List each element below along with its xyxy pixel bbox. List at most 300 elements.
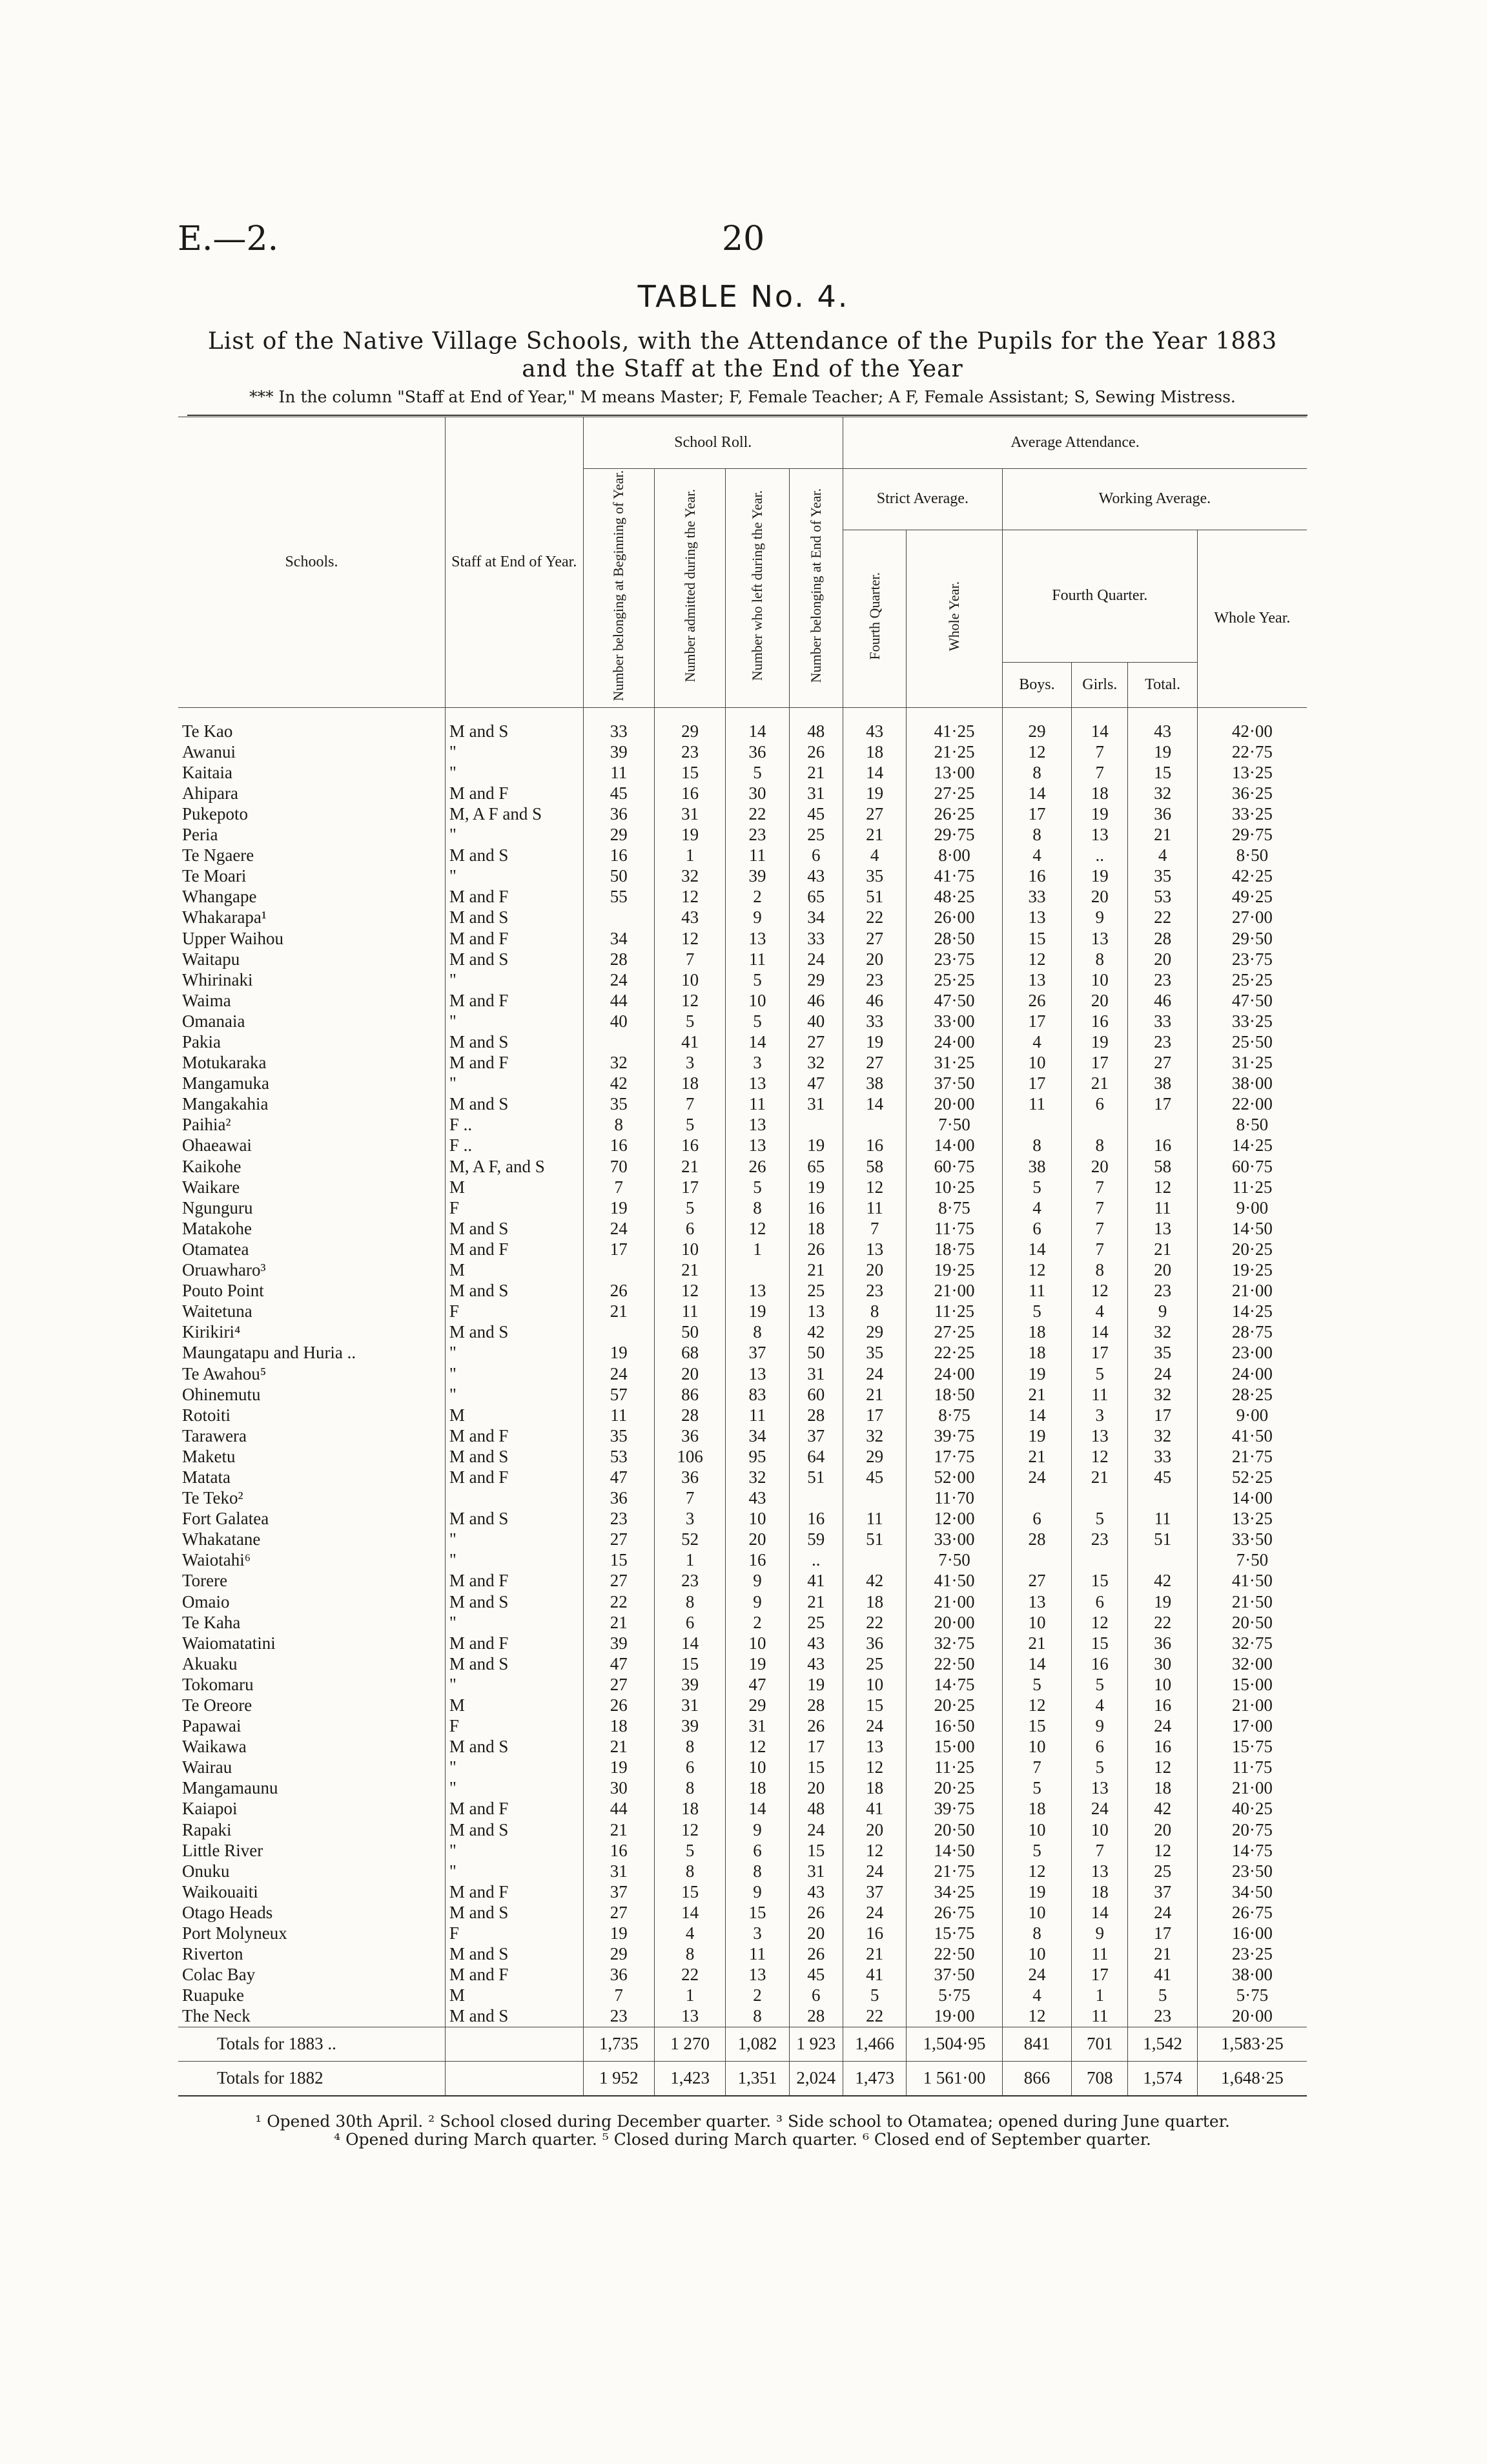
total-cell: 33 bbox=[1128, 1446, 1197, 1467]
end-cell: 50 bbox=[789, 1343, 843, 1363]
strict-whole-cell: 17·75 bbox=[907, 1446, 1003, 1467]
admitted-cell: 18 bbox=[654, 1073, 725, 1094]
col-end: Number belonging at End of Year. bbox=[789, 469, 843, 708]
whole-year-cell: 20·50 bbox=[1197, 1612, 1307, 1633]
girls-cell: 19 bbox=[1072, 866, 1128, 887]
boys-cell: 11 bbox=[1002, 1281, 1071, 1301]
school-row bbox=[178, 1509, 1307, 1529]
boys-cell: 7 bbox=[1002, 1757, 1071, 1778]
whole-year-cell: 27·00 bbox=[1197, 907, 1307, 928]
boys-cell: 24 bbox=[1002, 1467, 1071, 1487]
school-row bbox=[178, 1529, 1307, 1550]
whole-year-cell: 28·75 bbox=[1197, 1322, 1307, 1343]
school-cell: Te Ngaere bbox=[178, 845, 445, 866]
begin-cell: 27 bbox=[583, 1529, 654, 1550]
boys-cell: 28 bbox=[1002, 1529, 1071, 1550]
girls-cell: 7 bbox=[1072, 762, 1128, 783]
strict-fourth-cell: 46 bbox=[843, 990, 906, 1011]
admitted-cell: 16 bbox=[654, 783, 725, 803]
school-cell: Matakohe bbox=[178, 1218, 445, 1239]
school-row bbox=[178, 803, 1307, 824]
begin-cell: 11 bbox=[583, 762, 654, 783]
school-row bbox=[178, 1840, 1307, 1861]
admitted-cell: 86 bbox=[654, 1384, 725, 1405]
staff-cell: M bbox=[445, 1177, 583, 1197]
admitted-cell: 1 bbox=[654, 845, 725, 866]
school-row bbox=[178, 1197, 1307, 1218]
total-cell: 5 bbox=[1128, 1985, 1197, 2006]
end-cell: 28 bbox=[789, 2006, 843, 2027]
strict-whole-cell: 60·75 bbox=[907, 1156, 1003, 1177]
strict-fourth-cell: 12 bbox=[843, 1840, 906, 1861]
school-cell: Waikouaiti bbox=[178, 1881, 445, 1902]
end-cell: 26 bbox=[789, 1944, 843, 1965]
girls-cell: 8 bbox=[1072, 1135, 1128, 1156]
left-cell: 95 bbox=[726, 1446, 789, 1467]
boys-cell: 15 bbox=[1002, 928, 1071, 949]
admitted-cell: 8 bbox=[654, 1737, 725, 1757]
left-cell: 43 bbox=[726, 1488, 789, 1509]
strict-whole-cell: 31·25 bbox=[907, 1053, 1003, 1073]
staff-cell: M and F bbox=[445, 1467, 583, 1487]
end-cell: 45 bbox=[789, 803, 843, 824]
school-row bbox=[178, 741, 1307, 762]
end-cell: 34 bbox=[789, 907, 843, 928]
strict-whole-cell: 24·00 bbox=[907, 1031, 1003, 1052]
strict-fourth-cell: 14 bbox=[843, 1094, 906, 1115]
boys-cell: 12 bbox=[1002, 1861, 1071, 1881]
girls-cell: 21 bbox=[1072, 1467, 1128, 1487]
school-row bbox=[178, 1653, 1307, 1674]
staff-cell: M and S bbox=[445, 949, 583, 969]
left-cell: 34 bbox=[726, 1425, 789, 1446]
admitted-cell: 6 bbox=[654, 1757, 725, 1778]
total-cell: 23 bbox=[1128, 2006, 1197, 2027]
begin-cell: 11 bbox=[583, 1405, 654, 1425]
strict-fourth-cell: 18 bbox=[843, 1778, 906, 1799]
staff-cell: M and F bbox=[445, 1239, 583, 1259]
begin-cell: 23 bbox=[583, 2006, 654, 2027]
whole-year-cell: 29·50 bbox=[1197, 928, 1307, 949]
left-cell: 11 bbox=[726, 949, 789, 969]
strict-fourth-cell: 16 bbox=[843, 1135, 906, 1156]
end-cell: 26 bbox=[789, 741, 843, 762]
staff-cell: M and S bbox=[445, 1944, 583, 1965]
end-cell: 33 bbox=[789, 928, 843, 949]
admitted-cell: 18 bbox=[654, 1799, 725, 1819]
boys-cell: 17 bbox=[1002, 1073, 1071, 1094]
totals-row bbox=[178, 2061, 1307, 2096]
girls-cell bbox=[1072, 1115, 1128, 1135]
whole-year-cell: 8·50 bbox=[1197, 845, 1307, 866]
staff-cell: F bbox=[445, 1197, 583, 1218]
girls-cell: 5 bbox=[1072, 1674, 1128, 1695]
school-cell: Waikare bbox=[178, 1177, 445, 1197]
girls-cell: 708 bbox=[1072, 2061, 1128, 2096]
begin-cell: 19 bbox=[583, 1757, 654, 1778]
left-cell: 16 bbox=[726, 1550, 789, 1571]
whole-year-cell: 22·00 bbox=[1197, 1094, 1307, 1115]
staff-cell: M and S bbox=[445, 1591, 583, 1612]
strict-fourth-cell: 18 bbox=[843, 741, 906, 762]
admitted-cell: 1 bbox=[654, 1985, 725, 2006]
begin-cell: 15 bbox=[583, 1550, 654, 1571]
staff-cell bbox=[445, 1488, 583, 1509]
whole-year-cell: 21·75 bbox=[1197, 1446, 1307, 1467]
admitted-cell: 23 bbox=[654, 1571, 725, 1591]
end-cell: 64 bbox=[789, 1446, 843, 1467]
left-cell: 18 bbox=[726, 1778, 789, 1799]
school-cell: Motukaraka bbox=[178, 1053, 445, 1073]
girls-cell: 5 bbox=[1072, 1363, 1128, 1384]
admitted-cell: 106 bbox=[654, 1446, 725, 1467]
admitted-cell: 3 bbox=[654, 1053, 725, 1073]
total-cell: 53 bbox=[1128, 887, 1197, 907]
staff-cell: M and S bbox=[445, 708, 583, 742]
strict-whole-cell: 11·70 bbox=[907, 1488, 1003, 1509]
strict-fourth-cell: 51 bbox=[843, 1529, 906, 1550]
whole-year-cell: 32·75 bbox=[1197, 1633, 1307, 1653]
staff-cell: " bbox=[445, 1011, 583, 1031]
whole-year-cell: 47·50 bbox=[1197, 990, 1307, 1011]
left-cell: 23 bbox=[726, 825, 789, 845]
strict-fourth-cell: 43 bbox=[843, 708, 906, 742]
girls-cell: 18 bbox=[1072, 1881, 1128, 1902]
strict-fourth-cell: 19 bbox=[843, 783, 906, 803]
whole-year-cell: 20·75 bbox=[1197, 1819, 1307, 1840]
admitted-cell: 5 bbox=[654, 1115, 725, 1135]
left-cell: 13 bbox=[726, 1073, 789, 1094]
whole-year-cell: 17·00 bbox=[1197, 1716, 1307, 1737]
left-cell: 10 bbox=[726, 990, 789, 1011]
boys-cell: 6 bbox=[1002, 1509, 1071, 1529]
strict-fourth-cell: 45 bbox=[843, 1467, 906, 1487]
staff-cell: M and F bbox=[445, 1881, 583, 1902]
begin-cell: 26 bbox=[583, 1695, 654, 1715]
end-cell: 46 bbox=[789, 990, 843, 1011]
strict-fourth-cell: 16 bbox=[843, 1923, 906, 1944]
school-row bbox=[178, 1985, 1307, 2006]
admitted-cell: 11 bbox=[654, 1301, 725, 1322]
total-cell: 17 bbox=[1128, 1405, 1197, 1425]
strict-fourth-cell bbox=[843, 1488, 906, 1509]
end-cell: 28 bbox=[789, 1405, 843, 1425]
total-cell: 25 bbox=[1128, 1861, 1197, 1881]
school-cell: Otago Heads bbox=[178, 1902, 445, 1923]
left-cell: 8 bbox=[726, 2006, 789, 2027]
strict-fourth-cell: 20 bbox=[843, 949, 906, 969]
school-cell: Waitetuna bbox=[178, 1301, 445, 1322]
strict-fourth-cell: 41 bbox=[843, 1799, 906, 1819]
left-cell: 14 bbox=[726, 708, 789, 742]
left-cell: 22 bbox=[726, 803, 789, 824]
total-cell: 17 bbox=[1128, 1094, 1197, 1115]
end-cell: 16 bbox=[789, 1197, 843, 1218]
end-cell: 18 bbox=[789, 1218, 843, 1239]
school-cell: Pukepoto bbox=[178, 803, 445, 824]
strict-fourth-cell: 27 bbox=[843, 1053, 906, 1073]
end-cell: 19 bbox=[789, 1135, 843, 1156]
total-cell: 19 bbox=[1128, 741, 1197, 762]
strict-whole-cell: 7·50 bbox=[907, 1550, 1003, 1571]
school-row bbox=[178, 1799, 1307, 1819]
col-working-average: Working Average. bbox=[1002, 469, 1307, 530]
school-row bbox=[178, 1674, 1307, 1695]
boys-cell: 10 bbox=[1002, 1053, 1071, 1073]
girls-cell: 5 bbox=[1072, 1757, 1128, 1778]
school-cell: Rotoiti bbox=[178, 1405, 445, 1425]
strict-whole-cell: 48·25 bbox=[907, 887, 1003, 907]
school-cell: Totals for 1882 bbox=[178, 2061, 445, 2096]
staff-cell: " bbox=[445, 1550, 583, 1571]
strict-whole-cell: 22·50 bbox=[907, 1653, 1003, 1674]
left-cell: 8 bbox=[726, 1861, 789, 1881]
school-row bbox=[178, 949, 1307, 969]
begin-cell: 33 bbox=[583, 708, 654, 742]
strict-whole-cell: 19·00 bbox=[907, 2006, 1003, 2027]
strict-whole-cell: 41·25 bbox=[907, 708, 1003, 742]
school-cell: Omanaia bbox=[178, 1011, 445, 1031]
end-cell: 26 bbox=[789, 1239, 843, 1259]
school-cell: Kaiapoi bbox=[178, 1799, 445, 1819]
admitted-cell: 39 bbox=[654, 1674, 725, 1695]
end-cell: 1 923 bbox=[789, 2027, 843, 2061]
staff-cell: " bbox=[445, 1778, 583, 1799]
left-cell: 11 bbox=[726, 1944, 789, 1965]
whole-year-cell: 15·00 bbox=[1197, 1674, 1307, 1695]
staff-cell: M and F bbox=[445, 783, 583, 803]
strict-whole-cell: 33·00 bbox=[907, 1529, 1003, 1550]
boys-cell: 5 bbox=[1002, 1840, 1071, 1861]
school-cell: Pouto Point bbox=[178, 1281, 445, 1301]
begin-cell: 29 bbox=[583, 825, 654, 845]
staff-cell: M and F bbox=[445, 928, 583, 949]
boys-cell: 12 bbox=[1002, 1695, 1071, 1715]
total-cell: 32 bbox=[1128, 783, 1197, 803]
staff-cell: M and S bbox=[445, 1737, 583, 1757]
left-cell: 2 bbox=[726, 1612, 789, 1633]
school-row bbox=[178, 1612, 1307, 1633]
left-cell: 13 bbox=[726, 1965, 789, 1985]
end-cell: 6 bbox=[789, 1985, 843, 2006]
whole-year-cell: 23·50 bbox=[1197, 1861, 1307, 1881]
strict-whole-cell: 21·25 bbox=[907, 741, 1003, 762]
school-row bbox=[178, 1177, 1307, 1197]
strict-fourth-cell: 18 bbox=[843, 1591, 906, 1612]
admitted-cell: 17 bbox=[654, 1177, 725, 1197]
staff-cell: " bbox=[445, 1612, 583, 1633]
strict-whole-cell: 8·75 bbox=[907, 1197, 1003, 1218]
boys-cell: 14 bbox=[1002, 783, 1071, 803]
end-cell: 43 bbox=[789, 1633, 843, 1653]
left-cell: 32 bbox=[726, 1467, 789, 1487]
left-cell: 11 bbox=[726, 845, 789, 866]
boys-cell: 12 bbox=[1002, 741, 1071, 762]
begin-cell: 1,735 bbox=[583, 2027, 654, 2061]
boys-cell: 5 bbox=[1002, 1674, 1071, 1695]
whole-year-cell: 1,583·25 bbox=[1197, 2027, 1307, 2061]
girls-cell: 19 bbox=[1072, 803, 1128, 824]
begin-cell: 42 bbox=[583, 1073, 654, 1094]
school-row bbox=[178, 969, 1307, 990]
whole-year-cell: 20·25 bbox=[1197, 1239, 1307, 1259]
begin-cell: 29 bbox=[583, 1944, 654, 1965]
whole-year-cell: 11·75 bbox=[1197, 1757, 1307, 1778]
end-cell: 25 bbox=[789, 1612, 843, 1633]
end-cell: 26 bbox=[789, 1716, 843, 1737]
whole-year-cell: 33·25 bbox=[1197, 1011, 1307, 1031]
strict-whole-cell: 15·75 bbox=[907, 1923, 1003, 1944]
strict-fourth-cell: 20 bbox=[843, 1260, 906, 1281]
strict-fourth-cell bbox=[843, 1550, 906, 1571]
school-row bbox=[178, 783, 1307, 803]
total-cell: 37 bbox=[1128, 1881, 1197, 1902]
total-cell: 22 bbox=[1128, 1612, 1197, 1633]
school-row bbox=[178, 1881, 1307, 1902]
table-title: TABLE No. 4. bbox=[637, 279, 850, 314]
strict-fourth-cell: 24 bbox=[843, 1363, 906, 1384]
strict-whole-cell: 28·50 bbox=[907, 928, 1003, 949]
school-row bbox=[178, 887, 1307, 907]
whole-year-cell: 5·75 bbox=[1197, 1985, 1307, 2006]
strict-whole-cell: 39·75 bbox=[907, 1799, 1003, 1819]
left-cell: 9 bbox=[726, 1819, 789, 1840]
school-cell: Ngunguru bbox=[178, 1197, 445, 1218]
school-row bbox=[178, 1550, 1307, 1571]
staff-cell: M and F bbox=[445, 1571, 583, 1591]
strict-fourth-cell: 12 bbox=[843, 1757, 906, 1778]
admitted-cell: 12 bbox=[654, 1819, 725, 1840]
admitted-cell: 36 bbox=[654, 1425, 725, 1446]
strict-fourth-cell: 10 bbox=[843, 1674, 906, 1695]
admitted-cell: 12 bbox=[654, 1281, 725, 1301]
girls-cell: 6 bbox=[1072, 1737, 1128, 1757]
strict-fourth-cell: 8 bbox=[843, 1301, 906, 1322]
begin-cell: 19 bbox=[583, 1197, 654, 1218]
end-cell bbox=[789, 1115, 843, 1135]
boys-cell: 21 bbox=[1002, 1384, 1071, 1405]
strict-fourth-cell: 24 bbox=[843, 1861, 906, 1881]
strict-fourth-cell: 1,466 bbox=[843, 2027, 906, 2061]
school-cell: Waikawa bbox=[178, 1737, 445, 1757]
total-cell: 46 bbox=[1128, 990, 1197, 1011]
begin-cell: 47 bbox=[583, 1653, 654, 1674]
staff-cell: " bbox=[445, 969, 583, 990]
total-cell: 43 bbox=[1128, 708, 1197, 742]
staff-cell: " bbox=[445, 825, 583, 845]
staff-cell: M and F bbox=[445, 1965, 583, 1985]
admitted-cell: 39 bbox=[654, 1716, 725, 1737]
end-cell: 43 bbox=[789, 1881, 843, 1902]
whole-year-cell: 14·50 bbox=[1197, 1218, 1307, 1239]
girls-cell: 19 bbox=[1072, 1031, 1128, 1052]
staff-cell: " bbox=[445, 1529, 583, 1550]
school-row bbox=[178, 762, 1307, 783]
whole-year-cell: 9·00 bbox=[1197, 1197, 1307, 1218]
admitted-cell: 32 bbox=[654, 866, 725, 887]
end-cell: 31 bbox=[789, 783, 843, 803]
admitted-cell: 12 bbox=[654, 990, 725, 1011]
boys-cell: 29 bbox=[1002, 708, 1071, 742]
admitted-cell: 21 bbox=[654, 1260, 725, 1281]
total-cell: 21 bbox=[1128, 1944, 1197, 1965]
girls-cell: 1 bbox=[1072, 1985, 1128, 2006]
school-cell: Peria bbox=[178, 825, 445, 845]
staff-cell: M and F bbox=[445, 887, 583, 907]
girls-cell: 15 bbox=[1072, 1571, 1128, 1591]
total-cell: 19 bbox=[1128, 1591, 1197, 1612]
strict-fourth-cell: 58 bbox=[843, 1156, 906, 1177]
staff-cell: M and S bbox=[445, 1653, 583, 1674]
whole-year-cell: 21·00 bbox=[1197, 1695, 1307, 1715]
girls-cell: 7 bbox=[1072, 741, 1128, 762]
strict-whole-cell: 7·50 bbox=[907, 1115, 1003, 1135]
strict-whole-cell: 34·25 bbox=[907, 1881, 1003, 1902]
girls-cell: 11 bbox=[1072, 1944, 1128, 1965]
whole-year-cell: 21·00 bbox=[1197, 1281, 1307, 1301]
strict-fourth-cell: 23 bbox=[843, 969, 906, 990]
staff-cell: M, A F and S bbox=[445, 803, 583, 824]
end-cell: 27 bbox=[789, 1031, 843, 1052]
staff-cell: M and S bbox=[445, 1218, 583, 1239]
school-cell: Rapaki bbox=[178, 1819, 445, 1840]
school-cell: Tarawera bbox=[178, 1425, 445, 1446]
col-strict-fourth: Fourth Quarter. bbox=[843, 530, 906, 708]
school-cell: Whakatane bbox=[178, 1529, 445, 1550]
admitted-cell: 8 bbox=[654, 1861, 725, 1881]
col-total: Total. bbox=[1128, 663, 1197, 708]
left-cell: 13 bbox=[726, 928, 789, 949]
strict-whole-cell: 5·75 bbox=[907, 1985, 1003, 2006]
girls-cell: 13 bbox=[1072, 928, 1128, 949]
page-number: 20 bbox=[722, 220, 765, 258]
admitted-cell: 29 bbox=[654, 708, 725, 742]
school-row bbox=[178, 1737, 1307, 1757]
strict-whole-cell: 27·25 bbox=[907, 783, 1003, 803]
school-row bbox=[178, 1260, 1307, 1281]
strict-fourth-cell: 22 bbox=[843, 907, 906, 928]
girls-cell: 14 bbox=[1072, 1902, 1128, 1923]
school-cell: Te Kaha bbox=[178, 1612, 445, 1633]
whole-year-cell: 41·50 bbox=[1197, 1571, 1307, 1591]
admitted-cell: 6 bbox=[654, 1612, 725, 1633]
school-row bbox=[178, 1467, 1307, 1487]
total-cell: 23 bbox=[1128, 969, 1197, 990]
left-cell bbox=[726, 1260, 789, 1281]
admitted-cell: 12 bbox=[654, 928, 725, 949]
whole-year-cell: 21·50 bbox=[1197, 1591, 1307, 1612]
col-admitted: Number admitted during the Year. bbox=[654, 469, 725, 708]
left-cell: 6 bbox=[726, 1840, 789, 1861]
school-cell: Akuaku bbox=[178, 1653, 445, 1674]
total-cell: 38 bbox=[1128, 1073, 1197, 1094]
total-cell: 16 bbox=[1128, 1135, 1197, 1156]
strict-fourth-cell: 35 bbox=[843, 1343, 906, 1363]
total-cell: 11 bbox=[1128, 1197, 1197, 1218]
native-schools-table bbox=[178, 417, 1307, 2096]
school-cell: Mangamuka bbox=[178, 1073, 445, 1094]
whole-year-cell: 9·00 bbox=[1197, 1405, 1307, 1425]
total-cell: 42 bbox=[1128, 1571, 1197, 1591]
end-cell: 59 bbox=[789, 1529, 843, 1550]
total-cell: 36 bbox=[1128, 1633, 1197, 1653]
school-row bbox=[178, 1902, 1307, 1923]
whole-year-cell: 41·50 bbox=[1197, 1425, 1307, 1446]
admitted-cell: 13 bbox=[654, 2006, 725, 2027]
boys-cell: 5 bbox=[1002, 1778, 1071, 1799]
girls-cell: .. bbox=[1072, 845, 1128, 866]
begin-cell: 23 bbox=[583, 1509, 654, 1529]
